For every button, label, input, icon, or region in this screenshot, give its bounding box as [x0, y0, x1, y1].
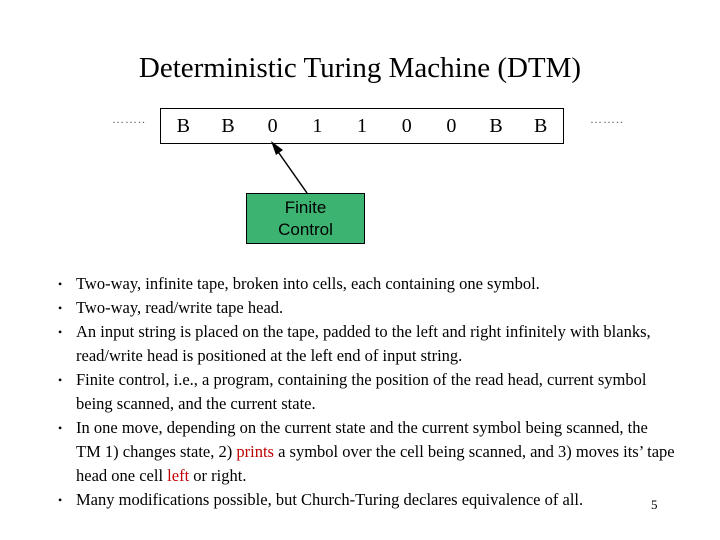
tape-cell: 0: [401, 114, 412, 137]
bullet-item: [56, 296, 676, 320]
tape-cell: B: [221, 114, 235, 137]
finite-control-label-line1: Finite: [284, 197, 327, 217]
highlight-left: left: [167, 466, 190, 485]
bullet-text: Finite control, i.e., a program, containing the position of the read head, current symbol being scanned, and the current state.: [76, 370, 647, 413]
bullet-dot-icon: •: [58, 421, 63, 435]
tape-cell: 1: [357, 114, 368, 137]
tape: [160, 108, 564, 144]
bullet-item: [56, 272, 676, 296]
bullet-item: [56, 416, 676, 488]
bullet-text: Two-way, infinite tape, broken into cells, each containing one symbol.: [76, 274, 540, 293]
bullet-item: [56, 320, 676, 368]
tape-cell: B: [489, 114, 503, 137]
bullet-text: Many modifications possible, but Church-Turing declares equivalence of all.: [76, 490, 584, 509]
tape-cell: 0: [446, 114, 457, 137]
bullet-item: [56, 488, 676, 512]
tape-cell: B: [176, 114, 190, 137]
bullet-text: In one move, depending on the current state and the current symbol being scanned, the TM 1) changes state, 2): [76, 418, 648, 461]
bullet-text: An input string is placed on the tape, padded to the left and right infinitely with blanks, read/write head is positioned at the left end of input string.: [76, 322, 651, 365]
tape-cell: B: [534, 114, 548, 137]
tape-left-ellipsis: ……..: [112, 112, 146, 126]
slide-title: Deterministic Turing Machine (DTM): [138, 52, 582, 84]
tape-right-ellipsis: ……..: [590, 112, 624, 126]
bullet-item: [56, 368, 676, 416]
bullet-dot-icon: •: [58, 325, 63, 339]
page-number: 5: [651, 497, 658, 512]
bullet-text: a symbol over the cell being scanned, and 3) moves its’ tape head one cell: [76, 442, 675, 485]
tape-cell-scanned: 0: [267, 114, 278, 137]
tape-cell: 1: [312, 114, 323, 137]
bullet-list: [56, 272, 676, 512]
bullet-dot-icon: •: [58, 493, 63, 507]
bullet-dot-icon: •: [58, 373, 63, 387]
finite-control-label-line2: Control: [278, 219, 333, 239]
bullet-text: or right.: [189, 466, 247, 485]
highlight-prints: prints: [236, 442, 274, 461]
head-arrow-line: [274, 146, 307, 193]
finite-control-box: [246, 193, 365, 244]
bullet-dot-icon: •: [58, 277, 63, 291]
bullet-dot-icon: •: [58, 301, 63, 315]
bullet-text: Two-way, read/write tape head.: [76, 298, 284, 317]
